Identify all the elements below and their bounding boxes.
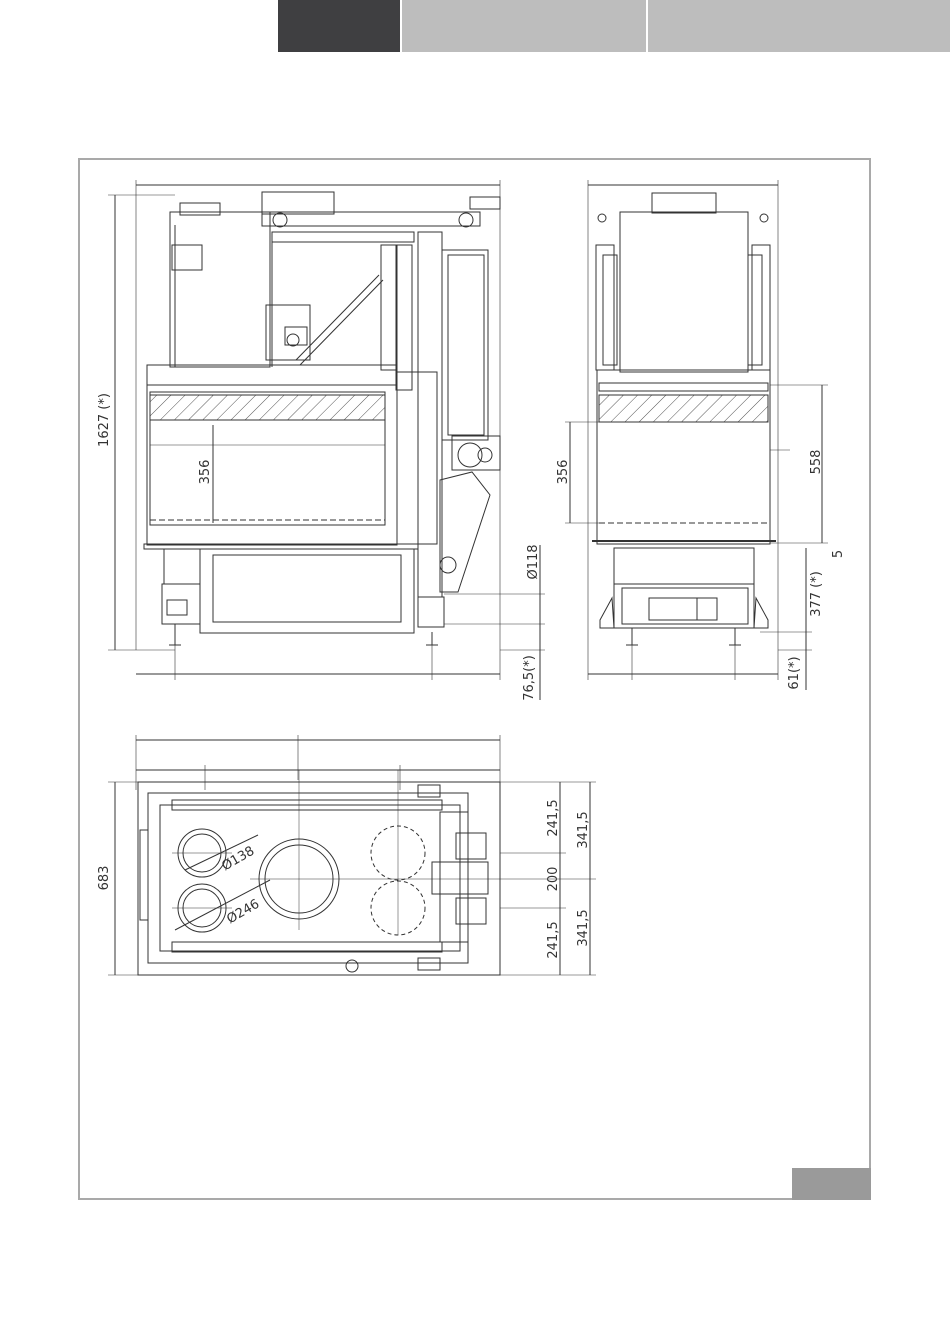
front-overall-height-label: 1627 (*) (97, 393, 112, 447)
top-dim-lower-total-label: 341,5 (576, 909, 591, 947)
top-dim-upper-label: 241,5 (546, 799, 561, 837)
small-outlet-diameter-label: Ø138 (219, 843, 258, 875)
side-gap-label: 5 (831, 549, 846, 559)
top-dim-lower-label: 241,5 (546, 921, 561, 959)
side-opening-height-label: 558 (809, 449, 824, 475)
front-foot-height-label: 76,5(*) (522, 655, 537, 701)
top-dim-middle-label: 200 (546, 866, 561, 892)
front-view (108, 180, 545, 700)
side-foot-height-label: 61(*) (787, 656, 802, 690)
top-dim-upper-total-label: 341,5 (576, 811, 591, 849)
side-view (565, 180, 828, 690)
top-view (108, 735, 596, 975)
side-base-height-label: 377 (*) (809, 571, 824, 617)
side-glass-height-label: 356 (556, 459, 571, 485)
large-outlet-diameter-label: Ø246 (224, 896, 263, 928)
top-depth-label: 683 (97, 865, 112, 891)
front-flue-diameter-label: Ø118 (526, 544, 541, 580)
front-glass-height-label: 356 (198, 459, 213, 485)
